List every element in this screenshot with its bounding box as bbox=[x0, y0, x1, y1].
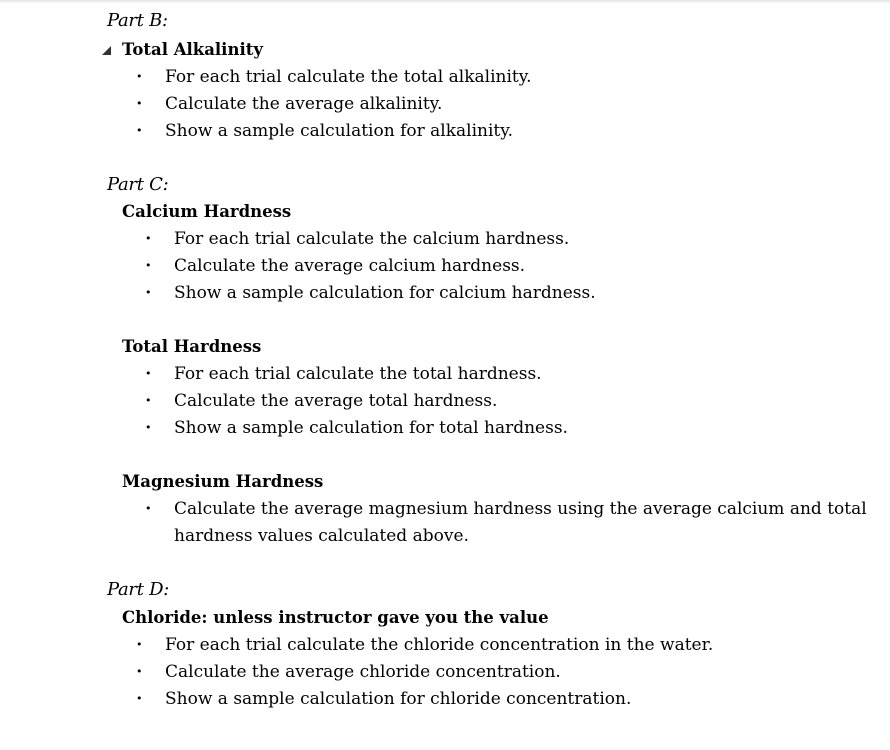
chloride-heading: Chloride: unless instructor gave you the value bbox=[122, 608, 549, 627]
magnesium-hardness-heading: Magnesium Hardness bbox=[122, 472, 324, 491]
bullet-icon: • bbox=[145, 502, 152, 515]
part-b-heading: Total Alkalinity bbox=[122, 40, 263, 59]
bullet-icon: • bbox=[136, 638, 143, 651]
total-hardness-heading: Total Hardness bbox=[122, 337, 262, 356]
part-d-title: Part D: bbox=[107, 579, 169, 600]
list-item: Show a sample calculation for chloride concentration. bbox=[165, 689, 632, 709]
part-c-title: Part C: bbox=[107, 174, 169, 195]
bullet-icon: • bbox=[145, 421, 152, 434]
list-item: Show a sample calculation for calcium hardness. bbox=[174, 283, 596, 303]
bullet-icon: • bbox=[136, 70, 143, 83]
bullet-icon: • bbox=[136, 97, 143, 110]
list-item: For each trial calculate the total hardness. bbox=[174, 364, 542, 384]
list-item: Show a sample calculation for alkalinity. bbox=[165, 121, 513, 141]
calcium-hardness-heading: Calcium Hardness bbox=[122, 202, 292, 221]
part-b-title: Part B: bbox=[107, 10, 168, 31]
page-top-edge bbox=[0, 0, 890, 3]
list-item: For each trial calculate the calcium hardness. bbox=[174, 229, 570, 249]
collapse-triangle-icon[interactable] bbox=[102, 46, 111, 55]
bullet-icon: • bbox=[145, 394, 152, 407]
list-item-continuation: hardness values calculated above. bbox=[174, 526, 469, 546]
list-item: Calculate the average alkalinity. bbox=[165, 94, 443, 114]
list-item: For each trial calculate the total alkalinity. bbox=[165, 67, 532, 87]
bullet-icon: • bbox=[136, 124, 143, 137]
bullet-icon: • bbox=[136, 665, 143, 678]
bullet-icon: • bbox=[145, 259, 152, 272]
list-item: Calculate the average magnesium hardness using the average calcium and total bbox=[174, 499, 867, 519]
bullet-icon: • bbox=[145, 367, 152, 380]
list-item: Show a sample calculation for total hardness. bbox=[174, 418, 568, 438]
bullet-icon: • bbox=[145, 286, 152, 299]
list-item: Calculate the average total hardness. bbox=[174, 391, 498, 411]
bullet-icon: • bbox=[136, 692, 143, 705]
bullet-icon: • bbox=[145, 232, 152, 245]
list-item: Calculate the average chloride concentration. bbox=[165, 662, 561, 682]
list-item: Calculate the average calcium hardness. bbox=[174, 256, 526, 276]
list-item: For each trial calculate the chloride concentration in the water. bbox=[165, 635, 714, 655]
